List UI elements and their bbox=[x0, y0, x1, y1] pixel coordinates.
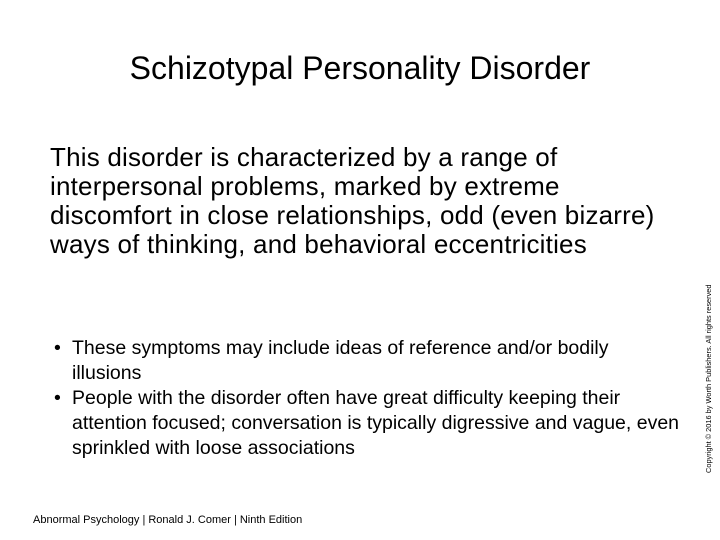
bullet-text: People with the disorder often have great difficulty keeping their attention focused; conversation is typically digressive and vague, even sprinkled with loose associations bbox=[72, 387, 680, 459]
main-paragraph: This disorder is characterized by a range of interpersonal problems, marked by extreme discomfort in close relationships, odd (even bizarre) ways of thinking, and behavioral eccentricities bbox=[50, 142, 655, 259]
bullet-marker: • bbox=[54, 387, 61, 409]
bullet-marker: • bbox=[54, 337, 61, 359]
footer-text: Abnormal Psychology | Ronald J. Comer | Ninth Edition bbox=[33, 514, 303, 526]
bullet-item bbox=[50, 336, 680, 386]
bullet-item bbox=[50, 386, 680, 461]
copyright-notice: Copyright © 2016 by Worth Publishers. All rights reserved bbox=[704, 284, 713, 473]
slide-title: Schizotypal Personality Disorder bbox=[129, 50, 591, 86]
bullet-list bbox=[50, 336, 680, 461]
bullet-text: These symptoms may include ideas of reference and/or bodily illusions bbox=[72, 337, 609, 384]
